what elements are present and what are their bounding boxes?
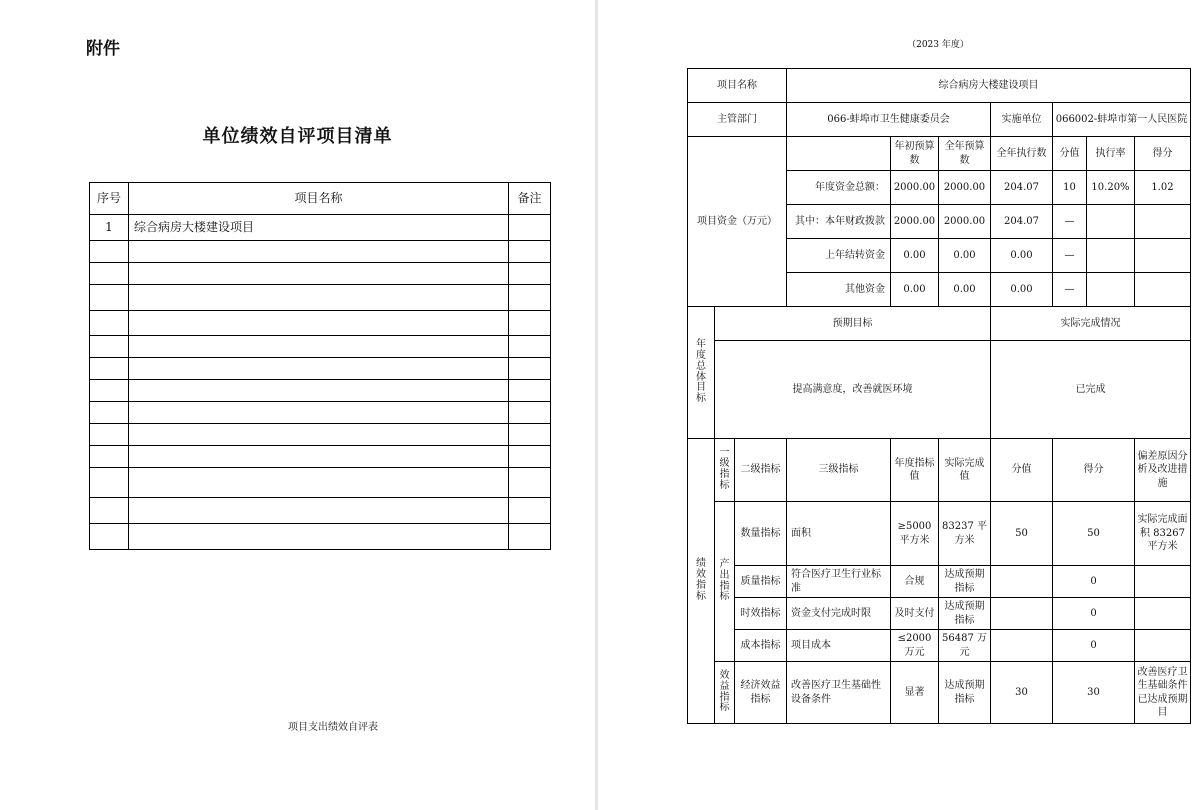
output-score: 0	[1053, 566, 1135, 598]
dept-row	[688, 103, 1191, 137]
list-row	[90, 402, 551, 424]
list-row	[90, 215, 551, 241]
funds-rate	[1087, 205, 1135, 239]
output-level3: 项目成本	[787, 630, 891, 662]
list-row	[90, 358, 551, 380]
output-score: 0	[1053, 630, 1135, 662]
list-row-name	[129, 358, 509, 380]
indicator-header-target: 年度指标值	[891, 439, 939, 502]
benefit-level2: 经济效益指标	[735, 662, 787, 724]
output-actual: 达成预期指标	[939, 598, 991, 630]
funds-row-label: 其中：本年财政拨款	[787, 205, 891, 239]
list-row-note	[509, 498, 551, 524]
list-row	[90, 241, 551, 263]
goals-row	[688, 341, 1191, 439]
goals-actual: 已完成	[991, 341, 1191, 439]
goals-label: 年 度 总 体 目 标	[688, 307, 715, 439]
list-row-name	[129, 402, 509, 424]
funds-executed: 0.00	[991, 273, 1053, 307]
funds-score	[1135, 205, 1191, 239]
funds-score	[1135, 239, 1191, 273]
list-row-note	[509, 380, 551, 402]
output-level2: 成本指标	[735, 630, 787, 662]
output-level2: 数量指标	[735, 502, 787, 566]
benefit-label: 效 益 指 标	[715, 662, 735, 724]
funds-header-score-value: 分值	[1053, 137, 1087, 171]
list-row-name	[129, 468, 509, 498]
left-page	[0, 0, 595, 810]
funds-header-executed: 全年执行数	[991, 137, 1053, 171]
output-score: 0	[1053, 598, 1135, 630]
output-target: 合规	[891, 566, 939, 598]
list-title: 单位绩效自评项目清单	[202, 126, 393, 147]
funds-initial: 2000.00	[891, 205, 939, 239]
indicator-header-level1: 一 级 指 标	[715, 439, 735, 502]
list-row	[90, 498, 551, 524]
benefit-note: 改善医疗卫生基础条件已达成预期目	[1135, 662, 1191, 724]
funds-annual: 2000.00	[939, 205, 991, 239]
output-level3: 符合医疗卫生行业标准	[787, 566, 891, 598]
output-level3: 面积	[787, 502, 891, 566]
funds-executed: 204.07	[991, 171, 1053, 205]
list-row-name	[129, 446, 509, 468]
funds-header-rate: 执行率	[1087, 137, 1135, 171]
list-header-note: 备注	[509, 183, 551, 215]
output-note: 实际完成面积 83267 平方米	[1135, 502, 1191, 566]
list-row-note	[509, 468, 551, 498]
benefit-level3: 改善医疗卫生基础性设备条件	[787, 662, 891, 724]
list-header-no: 序号	[90, 183, 129, 215]
list-row-note	[509, 336, 551, 358]
list-row-name	[129, 285, 509, 311]
output-score-value	[991, 630, 1053, 662]
dept-value: 066-蚌埠市卫生健康委员会	[787, 103, 991, 137]
output-row	[688, 566, 1191, 598]
funds-header-initial: 年初预算数	[891, 137, 939, 171]
output-score: 50	[1053, 502, 1135, 566]
output-label: 产 出 指 标	[715, 502, 735, 662]
output-row	[688, 502, 1191, 566]
dept-label: 主管部门	[688, 103, 787, 137]
project-name-value: 综合病房大楼建设项目	[787, 69, 1191, 103]
list-header-name: 项目名称	[129, 183, 509, 215]
indicator-header-row	[688, 439, 1191, 502]
output-note	[1135, 566, 1191, 598]
list-row-no	[90, 402, 129, 424]
funds-annual: 0.00	[939, 273, 991, 307]
funds-score-value: —	[1053, 205, 1087, 239]
funds-score-value: —	[1053, 239, 1087, 273]
output-score-value	[991, 598, 1053, 630]
list-header-row	[90, 183, 551, 215]
indicator-header-score-value: 分值	[991, 439, 1053, 502]
list-row-note	[509, 263, 551, 285]
list-row-name	[129, 263, 509, 285]
list-row-name	[129, 311, 509, 336]
funds-rate	[1087, 239, 1135, 273]
goals-expected: 提高满意度，改善就医环境	[715, 341, 991, 439]
right-page	[598, 0, 1201, 810]
goals-expected-header: 预期目标	[715, 307, 991, 341]
funds-score-value: 10	[1053, 171, 1087, 205]
attachment-label: 附件	[86, 39, 120, 59]
funds-executed: 204.07	[991, 205, 1053, 239]
funds-score: 1.02	[1135, 171, 1191, 205]
list-row-note	[509, 402, 551, 424]
funds-initial: 0.00	[891, 273, 939, 307]
list-row-no: 1	[90, 215, 129, 241]
output-row	[688, 598, 1191, 630]
list-row-no	[90, 468, 129, 498]
benefit-target: 显著	[891, 662, 939, 724]
list-row-no	[90, 524, 129, 550]
output-actual: 56487 万元	[939, 630, 991, 662]
list-row-note	[509, 311, 551, 336]
list-row-name	[129, 241, 509, 263]
list-row-no	[90, 446, 129, 468]
benefit-score-value: 30	[991, 662, 1053, 724]
funds-row-label: 上年结转资金	[787, 239, 891, 273]
list-row-note	[509, 358, 551, 380]
output-note	[1135, 598, 1191, 630]
output-note	[1135, 630, 1191, 662]
goals-actual-header: 实际完成情况	[991, 307, 1191, 341]
benefit-row	[688, 662, 1191, 724]
list-row	[90, 380, 551, 402]
output-actual: 达成预期指标	[939, 566, 991, 598]
funds-header-row	[688, 137, 1191, 171]
list-row	[90, 424, 551, 446]
funds-row-label: 其他资金	[787, 273, 891, 307]
list-row-note	[509, 215, 551, 241]
goals-header-row	[688, 307, 1191, 341]
project-name-label: 项目名称	[688, 69, 787, 103]
list-row-name	[129, 424, 509, 446]
funds-initial: 0.00	[891, 239, 939, 273]
list-row-no	[90, 241, 129, 263]
output-target: ≤2000 万元	[891, 630, 939, 662]
performance-self-evaluation-table	[687, 68, 1191, 724]
list-row	[90, 468, 551, 498]
list-row-name	[129, 380, 509, 402]
benefit-score: 30	[1053, 662, 1135, 724]
impl-label: 实施单位	[991, 103, 1053, 137]
indicator-header-level3: 三级指标	[787, 439, 891, 502]
list-row-no	[90, 311, 129, 336]
output-level3: 资金支付完成时限	[787, 598, 891, 630]
list-row	[90, 336, 551, 358]
indicator-header-level2: 二级指标	[735, 439, 787, 502]
project-name-row	[688, 69, 1191, 103]
list-row	[90, 524, 551, 550]
output-level2: 质量指标	[735, 566, 787, 598]
list-row	[90, 285, 551, 311]
footer-title: 项目支出绩效自评表	[288, 722, 378, 733]
list-row-no	[90, 336, 129, 358]
output-row	[688, 630, 1191, 662]
funds-header-score: 得分	[1135, 137, 1191, 171]
year-label: （2023 年度）	[907, 40, 969, 50]
list-row-no	[90, 285, 129, 311]
project-list-table	[89, 182, 551, 550]
funds-initial: 2000.00	[891, 171, 939, 205]
list-row-name	[129, 336, 509, 358]
funds-header-annual: 全年预算数	[939, 137, 991, 171]
impl-value: 066002-蚌埠市第一人民医院	[1053, 103, 1191, 137]
funds-score-value: —	[1053, 273, 1087, 307]
benefit-actual: 达成预期指标	[939, 662, 991, 724]
output-target: 及时支付	[891, 598, 939, 630]
output-score-value: 50	[991, 502, 1053, 566]
list-row-note	[509, 524, 551, 550]
list-row	[90, 263, 551, 285]
indicator-header-actual: 实际完成值	[939, 439, 991, 502]
perf-label: 绩 效 指 标	[688, 439, 715, 724]
output-actual: 83237 平方米	[939, 502, 991, 566]
list-row-no	[90, 380, 129, 402]
list-row	[90, 311, 551, 336]
funds-label: 项目资金（万元）	[688, 137, 787, 307]
funds-annual: 0.00	[939, 239, 991, 273]
output-score-value	[991, 566, 1053, 598]
list-row-note	[509, 424, 551, 446]
output-target: ≥5000 平方米	[891, 502, 939, 566]
funds-row-label: 年度资金总额：	[787, 171, 891, 205]
indicator-header-deviation: 偏差原因分析及改进措施	[1135, 439, 1191, 502]
list-row-name: 综合病房大楼建设项目	[129, 215, 509, 241]
funds-rate	[1087, 273, 1135, 307]
indicator-header-score: 得分	[1053, 439, 1135, 502]
funds-header-blank	[787, 137, 891, 171]
list-row-note	[509, 446, 551, 468]
funds-annual: 2000.00	[939, 171, 991, 205]
funds-rate: 10.20%	[1087, 171, 1135, 205]
list-row-no	[90, 424, 129, 446]
funds-executed: 0.00	[991, 239, 1053, 273]
list-row-name	[129, 498, 509, 524]
funds-score	[1135, 273, 1191, 307]
list-row-no	[90, 498, 129, 524]
list-row-note	[509, 241, 551, 263]
list-row-name	[129, 524, 509, 550]
output-level2: 时效指标	[735, 598, 787, 630]
list-row	[90, 446, 551, 468]
list-row-note	[509, 285, 551, 311]
list-row-no	[90, 358, 129, 380]
list-row-no	[90, 263, 129, 285]
